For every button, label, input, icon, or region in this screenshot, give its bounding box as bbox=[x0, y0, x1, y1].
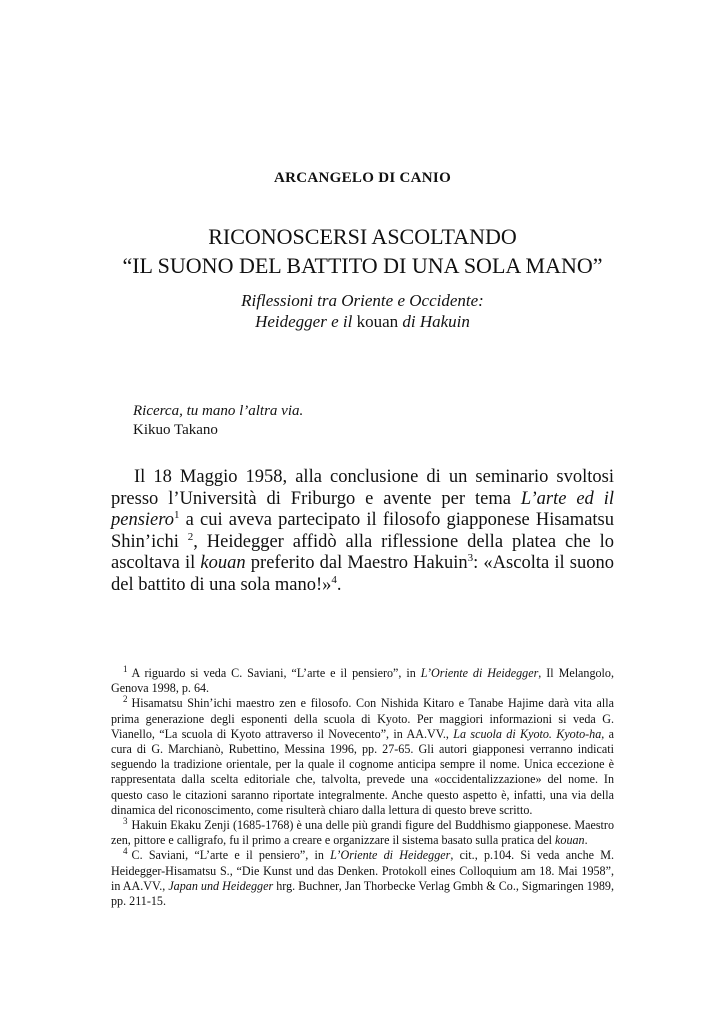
footnote-text: C. Saviani, “L’arte e il pensiero”, in bbox=[131, 848, 331, 863]
body-italic-kouan: kouan bbox=[200, 553, 246, 573]
footnote-italic: La scuola di Kyoto. Kyoto-ha bbox=[453, 726, 602, 741]
footnote-1 bbox=[111, 663, 614, 696]
subtitle-line-1: Riflessioni tra Oriente e Occidente: bbox=[241, 291, 484, 310]
footnote-text: A riguardo si veda C. Saviani, “L’arte e il pensiero”, in bbox=[131, 666, 421, 680]
footnote-text: Hisamatsu Shin’ichi maestro zen e filosofo. Con Nishida Kitaro e Tanabe Hajime darà vita alla prima generazione degli esponenti della scuola di Kyoto. Per maggiori informazioni si veda G. Vianello, “La scuola di Kyoto attraverso il Novecento”, in AA.VV., bbox=[111, 696, 614, 741]
subtitle-kouan: kouan bbox=[356, 312, 399, 331]
footnote-italic: L’Oriente di Heidegger bbox=[420, 666, 539, 680]
title-line-1: RICONOSCERSI ASCOLTANDO bbox=[208, 224, 517, 249]
subtitle-line-2-a: Heidegger e il bbox=[255, 312, 357, 331]
footnote-number: 2 bbox=[123, 694, 128, 705]
body-segment-7: : «Ascolta il suono del battito di una sola mano!» bbox=[111, 553, 614, 595]
article-title bbox=[0, 222, 725, 280]
body-segment-6: preferito dal Maestro Hakuin bbox=[245, 553, 468, 573]
body-segment-4: , Heidegger affidò alla riflessione della platea che lo ascoltava il bbox=[111, 531, 614, 573]
subtitle-line-2 bbox=[0, 311, 725, 332]
footnote-italic: Japan und Heidegger bbox=[168, 878, 274, 893]
footnote-2 bbox=[111, 696, 614, 818]
footnote-number: 3 bbox=[123, 816, 128, 826]
epigraph-attribution: Kikuo Takano bbox=[133, 422, 218, 438]
footnote-text: . bbox=[584, 833, 588, 848]
footnote-italic: L’Oriente di Heidegger bbox=[330, 848, 451, 863]
body-segment-1: Il 18 Maggio 1958, alla conclusione di un seminario svoltosi presso l’Università di Friburgo e avente per tema bbox=[111, 467, 614, 509]
body-segment-8: . bbox=[336, 574, 342, 595]
footnote-text: hrg. Buchner, Jan Thorbecke Verlag Gmbh & Co., Sigmaringen 1989, pp. 211-15. bbox=[111, 878, 615, 909]
footnote-italic: kouan bbox=[555, 833, 585, 848]
epigraph bbox=[133, 402, 303, 440]
footnote-ref-3[interactable]: 3 bbox=[467, 551, 474, 564]
footnote-3 bbox=[111, 818, 614, 848]
footnote-ref-1[interactable]: 1 bbox=[174, 508, 180, 521]
article-subtitle bbox=[0, 290, 725, 332]
author-name: ARCANGELO DI CANIO bbox=[273, 170, 452, 186]
title-line-2: “IL SUONO DEL BATTITO DI UNA SOLA MANO” bbox=[122, 253, 603, 278]
footnote-text: , cit., p.104. Si veda anche M. Heidegger-Hisamatsu S., “Die Kunst und das Denken. Protokoll eines Colloquium am 18. Mai 1958”, in AA.VV., bbox=[111, 848, 614, 893]
body-text bbox=[111, 467, 614, 596]
footnote-text: Hakuin Ekaku Zenji (1685-1768) è una delle più grandi figure del Buddhismo giapponese. Maestro zen, pittore e calligrafo, fu il primo a creare e organizzare il sistema basato sulla pratica del bbox=[111, 818, 614, 848]
body-segment-3: a cui aveva partecipato il filosofo giapponese Hisamatsu Shin’ichi bbox=[111, 510, 614, 552]
footnote-text: , Il Melangolo, Genova 1998, p. 64. bbox=[111, 666, 614, 696]
epigraph-quote: Ricerca, tu mano l’altra via. bbox=[133, 403, 304, 419]
body-italic-title: L’arte ed il pensiero bbox=[111, 488, 615, 530]
footnote-text: , a cura di G. Marchianò, Rubettino, Messina 1996, pp. 27-65. Gli autori giapponesi verranno indicati seguendo la tradizione orientale, per la quale il cognome anticipa sempre il nome. Unica eccezione è rappresentata dalla scelta editoriale che, talvolta, prevede una «occidentalizzazione» del nome. In questo caso le citazioni saranno riportate integralmente. Anche questo aspetto è, infatti, una via della dinamica del riconoscimento, come risulterà chiaro dalla lettura di questo breve scritto. bbox=[111, 726, 614, 817]
footnotes bbox=[111, 663, 615, 909]
footnote-ref-2[interactable]: 2 bbox=[187, 530, 194, 543]
footnote-number: 4 bbox=[123, 846, 128, 857]
footnote-4 bbox=[111, 848, 614, 909]
footnote-number: 1 bbox=[123, 663, 128, 674]
footnote-ref-4[interactable]: 4 bbox=[331, 573, 337, 586]
subtitle-line-2-c: di Hakuin bbox=[398, 312, 470, 331]
body-paragraph bbox=[111, 467, 614, 596]
